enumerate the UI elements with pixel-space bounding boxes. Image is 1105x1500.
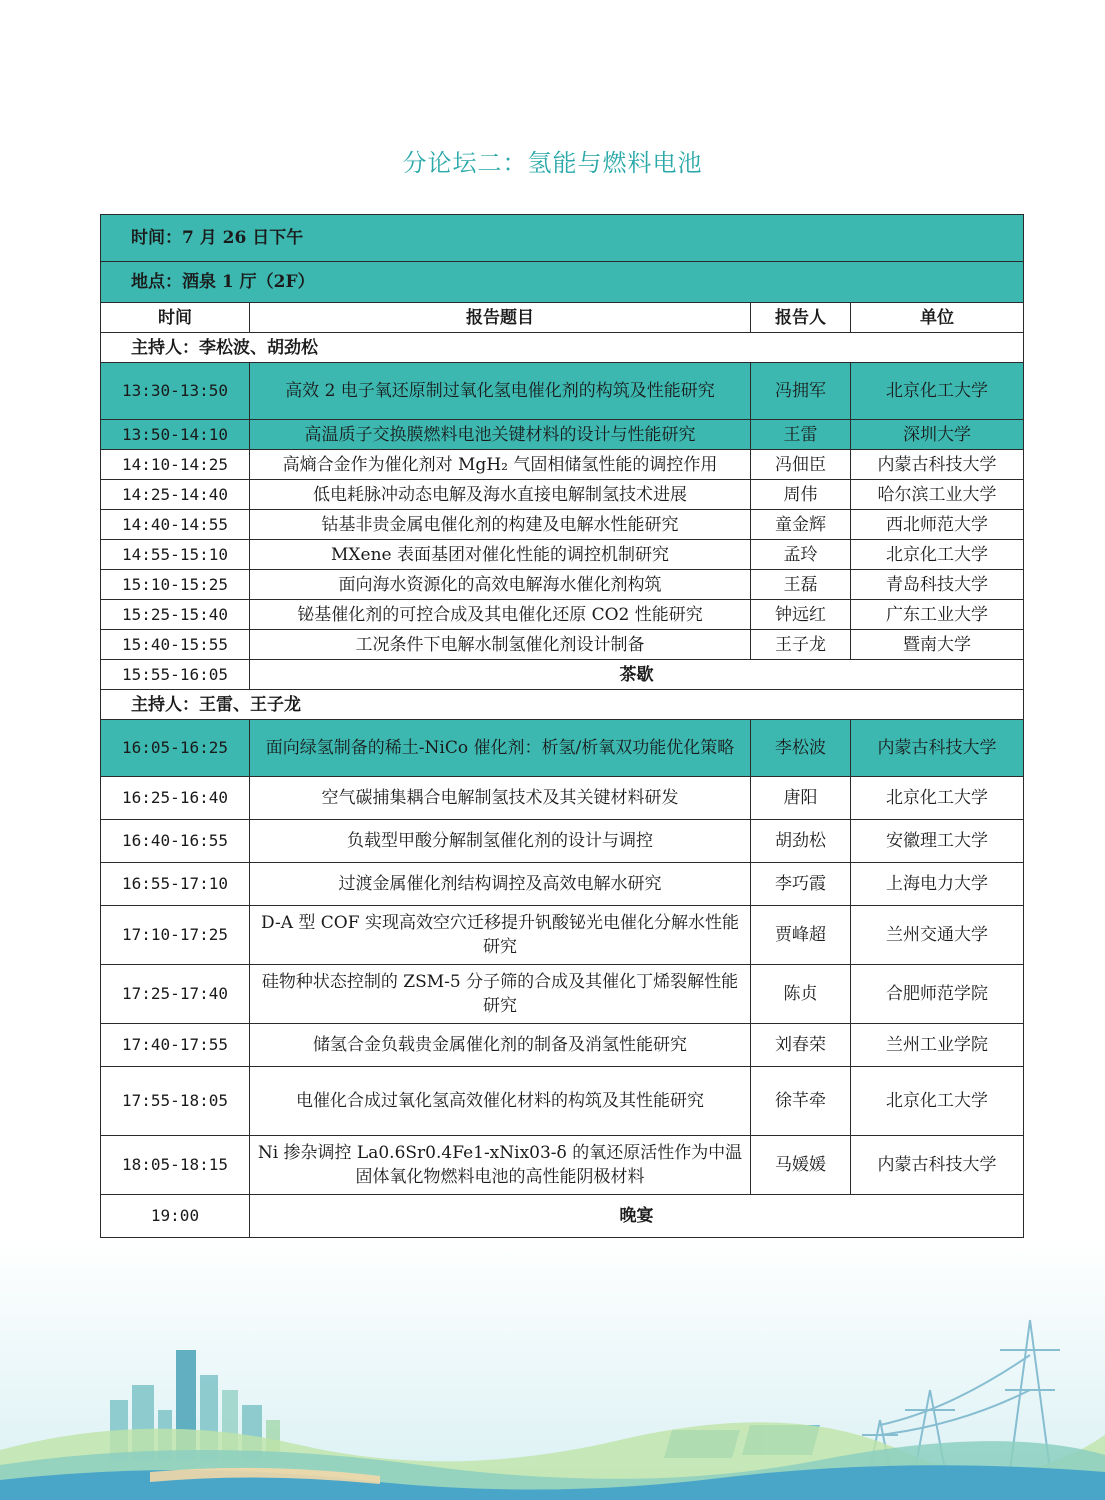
row-topic: 储氢合金负载贵金属催化剂的制备及消氢性能研究 xyxy=(250,1024,751,1067)
row-unit: 北京化工大学 xyxy=(851,540,1024,570)
row-topic: 高温质子交换膜燃料电池关键材料的设计与性能研究 xyxy=(250,420,751,450)
row-topic: 工况条件下电解水制氢催化剂设计制备 xyxy=(250,630,751,660)
row-unit: 北京化工大学 xyxy=(851,1067,1024,1136)
host-row xyxy=(101,690,1024,720)
row-topic: 硅物种状态控制的 ZSM-5 分子筛的合成及其催化丁烯裂解性能研究 xyxy=(250,965,751,1024)
row-unit: 深圳大学 xyxy=(851,420,1024,450)
row-time: 17:40-17:55 xyxy=(101,1024,250,1067)
row-time: 16:05-16:25 xyxy=(101,720,250,777)
row-topic: 钴基非贵金属电催化剂的构建及电解水性能研究 xyxy=(250,510,751,540)
row-speaker: 孟玲 xyxy=(751,540,851,570)
info-row-time xyxy=(101,215,1024,262)
row-time: 17:10-17:25 xyxy=(101,906,250,965)
table-row xyxy=(101,1067,1024,1136)
row-time: 17:25-17:40 xyxy=(101,965,250,1024)
table-row xyxy=(101,570,1024,600)
table-row xyxy=(101,420,1024,450)
row-topic: 面向海水资源化的高效电解海水催化剂构筑 xyxy=(250,570,751,600)
header-speaker: 报告人 xyxy=(751,303,851,333)
row-time: 15:25-15:40 xyxy=(101,600,250,630)
table-row xyxy=(101,480,1024,510)
table-row xyxy=(101,600,1024,630)
table-row xyxy=(101,363,1024,420)
row-topic: 铋基催化剂的可控合成及其电催化还原 CO2 性能研究 xyxy=(250,600,751,630)
table-row xyxy=(101,630,1024,660)
row-speaker: 李巧霞 xyxy=(751,863,851,906)
host-row xyxy=(101,333,1024,363)
break-time: 15:55-16:05 xyxy=(101,660,250,690)
row-unit: 西北师范大学 xyxy=(851,510,1024,540)
row-speaker: 徐芊牵 xyxy=(751,1067,851,1136)
table-header-row xyxy=(101,303,1024,333)
row-speaker: 冯佃臣 xyxy=(751,450,851,480)
row-time: 15:40-15:55 xyxy=(101,630,250,660)
table-row xyxy=(101,906,1024,965)
row-unit: 暨南大学 xyxy=(851,630,1024,660)
row-time: 14:25-14:40 xyxy=(101,480,250,510)
row-topic: 空气碳捕集耦合电解制氢技术及其关键材料研发 xyxy=(250,777,751,820)
host-label: 主持人：王雷、王子龙 xyxy=(101,690,1024,720)
row-speaker: 唐阳 xyxy=(751,777,851,820)
row-topic: 低电耗脉冲动态电解及海水直接电解制氢技术进展 xyxy=(250,480,751,510)
row-unit: 上海电力大学 xyxy=(851,863,1024,906)
row-time: 16:55-17:10 xyxy=(101,863,250,906)
row-topic: Ni 掺杂调控 La0.6Sr0.4Fe1-xNix03-δ 的氧还原活性作为中温固体氧化物燃料电池的高性能阴极材料 xyxy=(250,1136,751,1195)
info-row-location xyxy=(101,262,1024,303)
row-speaker: 钟远红 xyxy=(751,600,851,630)
table-row xyxy=(101,510,1024,540)
row-speaker: 王子龙 xyxy=(751,630,851,660)
table-row xyxy=(101,720,1024,777)
table-row xyxy=(101,540,1024,570)
session-location: 地点：酒泉 1 厅（2F） xyxy=(101,262,1024,303)
row-time: 16:25-16:40 xyxy=(101,777,250,820)
row-speaker: 胡劲松 xyxy=(751,820,851,863)
row-speaker: 贾峰超 xyxy=(751,906,851,965)
row-speaker: 冯拥军 xyxy=(751,363,851,420)
table-row xyxy=(101,1024,1024,1067)
row-time: 15:10-15:25 xyxy=(101,570,250,600)
row-unit: 青岛科技大学 xyxy=(851,570,1024,600)
row-topic: 面向绿氢制备的稀土-NiCo 催化剂：析氢/析氧双功能优化策略 xyxy=(250,720,751,777)
header-topic: 报告题目 xyxy=(250,303,751,333)
decorative-landscape-illustration xyxy=(0,1240,1105,1500)
row-time: 14:10-14:25 xyxy=(101,450,250,480)
row-time: 16:40-16:55 xyxy=(101,820,250,863)
dinner-time: 19:00 xyxy=(101,1195,250,1238)
row-unit: 哈尔滨工业大学 xyxy=(851,480,1024,510)
break-row xyxy=(101,660,1024,690)
row-speaker: 李松波 xyxy=(751,720,851,777)
row-speaker: 王雷 xyxy=(751,420,851,450)
row-topic: 高效 2 电子氧还原制过氧化氢电催化剂的构筑及性能研究 xyxy=(250,363,751,420)
row-unit: 内蒙古科技大学 xyxy=(851,1136,1024,1195)
row-time: 13:50-14:10 xyxy=(101,420,250,450)
row-speaker: 陈贞 xyxy=(751,965,851,1024)
row-unit: 合肥师范学院 xyxy=(851,965,1024,1024)
row-time: 14:55-15:10 xyxy=(101,540,250,570)
row-time: 18:05-18:15 xyxy=(101,1136,250,1195)
row-unit: 内蒙古科技大学 xyxy=(851,450,1024,480)
row-topic: 高熵合金作为催化剂对 MgH₂ 气固相储氢性能的调控作用 xyxy=(250,450,751,480)
row-unit: 北京化工大学 xyxy=(851,777,1024,820)
row-time: 17:55-18:05 xyxy=(101,1067,250,1136)
dinner-row xyxy=(101,1195,1024,1238)
table-row xyxy=(101,863,1024,906)
row-topic: 负载型甲酸分解制氢催化剂的设计与调控 xyxy=(250,820,751,863)
session-time: 时间：7 月 26 日下午 xyxy=(101,215,1024,262)
row-unit: 北京化工大学 xyxy=(851,363,1024,420)
dinner-label: 晚宴 xyxy=(250,1195,1024,1238)
table-row xyxy=(101,1136,1024,1195)
row-speaker: 周伟 xyxy=(751,480,851,510)
row-speaker: 王磊 xyxy=(751,570,851,600)
row-topic: D-A 型 COF 实现高效空穴迁移提升钒酸铋光电催化分解水性能研究 xyxy=(250,906,751,965)
row-time: 14:40-14:55 xyxy=(101,510,250,540)
row-unit: 安徽理工大学 xyxy=(851,820,1024,863)
row-speaker: 童金辉 xyxy=(751,510,851,540)
header-time: 时间 xyxy=(101,303,250,333)
table-row xyxy=(101,777,1024,820)
row-unit: 内蒙古科技大学 xyxy=(851,720,1024,777)
row-topic: 电催化合成过氧化氢高效催化材料的构筑及其性能研究 xyxy=(250,1067,751,1136)
row-speaker: 刘春荣 xyxy=(751,1024,851,1067)
row-topic: 过渡金属催化剂结构调控及高效电解水研究 xyxy=(250,863,751,906)
break-label: 茶歇 xyxy=(250,660,1024,690)
row-topic: MXene 表面基团对催化性能的调控机制研究 xyxy=(250,540,751,570)
host-label: 主持人：李松波、胡劲松 xyxy=(101,333,1024,363)
row-unit: 广东工业大学 xyxy=(851,600,1024,630)
table-row xyxy=(101,965,1024,1024)
page-title: 分论坛二：氢能与燃料电池 xyxy=(402,149,703,177)
row-unit: 兰州工业学院 xyxy=(851,1024,1024,1067)
row-time: 13:30-13:50 xyxy=(101,363,250,420)
table-row xyxy=(101,450,1024,480)
row-unit: 兰州交通大学 xyxy=(851,906,1024,965)
schedule-table xyxy=(100,214,1024,1238)
row-speaker: 马媛媛 xyxy=(751,1136,851,1195)
header-unit: 单位 xyxy=(851,303,1024,333)
table-row xyxy=(101,820,1024,863)
